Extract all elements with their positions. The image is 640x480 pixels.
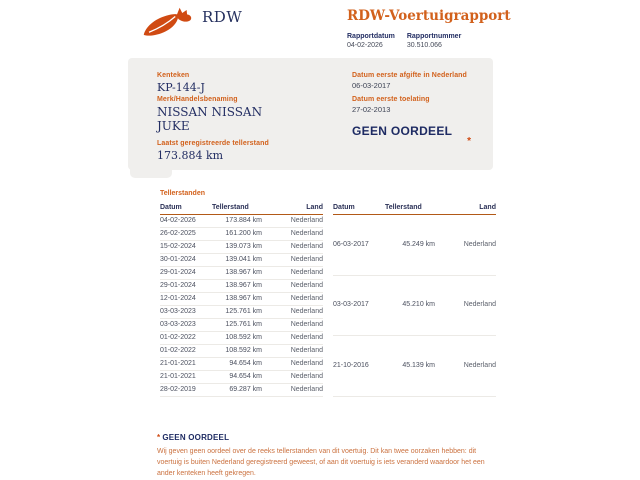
col-tellerstand: Tellerstand — [212, 202, 274, 215]
reading-land: Nederland — [274, 241, 323, 254]
reading-date: 15-02-2024 — [160, 241, 212, 254]
reading-km: 138.967 km — [212, 280, 274, 293]
merk-value: NISSAN NISSAN JUKE — [157, 105, 263, 133]
tellerstand-value: 173.884 km — [157, 149, 224, 162]
reading-km: 45.210 km — [385, 275, 447, 336]
reading-km: 69.287 km — [212, 384, 274, 397]
col-land: Land — [447, 202, 496, 215]
reading-date: 28-02-2019 — [160, 384, 212, 397]
reading-land: Nederland — [274, 371, 323, 384]
reading-land: Nederland — [447, 275, 496, 336]
reading-km: 45.249 km — [385, 215, 447, 276]
reading-row — [160, 371, 323, 384]
reading-row — [160, 306, 323, 319]
reading-row — [160, 267, 323, 280]
footnote — [157, 433, 502, 479]
footnote-title — [157, 433, 502, 442]
reading-row — [333, 275, 496, 336]
reading-date: 21-01-2021 — [160, 371, 212, 384]
reading-land: Nederland — [274, 332, 323, 345]
reading-row — [333, 215, 496, 276]
tellerstand-label: Laatst geregistreerde tellerstand — [157, 140, 269, 147]
report-number-block — [407, 33, 461, 49]
reading-km: 108.592 km — [212, 345, 274, 358]
reading-land: Nederland — [274, 306, 323, 319]
reading-date: 04-02-2026 — [160, 215, 212, 228]
col-datum: Datum — [160, 202, 212, 215]
card-corner-tab — [130, 166, 172, 178]
reading-row — [160, 215, 323, 228]
report-number-value: 30.510.066 — [406, 42, 442, 49]
report-date-label: Rapportdatum — [347, 33, 395, 40]
reading-km: 125.761 km — [212, 319, 274, 332]
reading-row — [160, 254, 323, 267]
merk-label: Merk/Handelsbenaming — [157, 96, 238, 103]
meter-readings-table-right — [333, 202, 496, 397]
reading-date: 12-01-2024 — [160, 293, 212, 306]
tellerstanden-section — [160, 190, 496, 397]
reading-date: 03-03-2017 — [333, 275, 385, 336]
reading-date: 29-01-2024 — [160, 267, 212, 280]
reading-land: Nederland — [274, 280, 323, 293]
tellerstanden-title: Tellerstanden — [160, 190, 205, 197]
vehicle-summary-card — [128, 58, 493, 170]
report-number-label: Rapportnummer — [406, 33, 462, 40]
reading-row — [160, 228, 323, 241]
reading-row — [160, 241, 323, 254]
reading-date: 03-03-2023 — [160, 306, 212, 319]
table-header-row — [160, 202, 323, 215]
reading-land: Nederland — [274, 345, 323, 358]
toelating-label: Datum eerste toelating — [352, 96, 430, 103]
reading-land: Nederland — [274, 254, 323, 267]
reading-row — [160, 332, 323, 345]
report-meta — [347, 33, 547, 49]
reading-land: Nederland — [274, 228, 323, 241]
vehicle-summary-right — [352, 72, 473, 170]
reading-date: 03-03-2023 — [160, 319, 212, 332]
reading-km: 125.761 km — [212, 306, 274, 319]
reading-row — [160, 280, 323, 293]
kenteken-value: KP-144-J — [157, 81, 205, 94]
reading-land: Nederland — [274, 319, 323, 332]
reading-date: 21-10-2016 — [333, 336, 385, 397]
reading-km: 139.073 km — [212, 241, 274, 254]
afgifte-label: Datum eerste afgifte in Nederland — [352, 72, 467, 79]
reading-date: 01-02-2022 — [160, 345, 212, 358]
reading-row — [160, 345, 323, 358]
reading-row — [333, 336, 496, 397]
reading-land: Nederland — [274, 358, 323, 371]
reading-km: 161.200 km — [212, 228, 274, 241]
reading-row — [160, 319, 323, 332]
page-title: RDW-Voertuigrapport — [347, 8, 511, 24]
afgifte-value: 06-03-2017 — [352, 81, 391, 90]
oordeel-asterisk: * — [467, 136, 471, 147]
reading-date: 26-02-2025 — [160, 228, 212, 241]
rdw-bird-icon — [142, 6, 198, 41]
rdw-logo — [142, 6, 242, 41]
reading-date: 06-03-2017 — [333, 215, 385, 276]
reading-km: 45.139 km — [385, 336, 447, 397]
reading-land: Nederland — [274, 267, 323, 280]
col-datum: Datum — [333, 202, 385, 215]
table-header-row — [333, 202, 496, 215]
reading-km: 139.041 km — [212, 254, 274, 267]
footnote-text: Wij geven geen oordeel over de reeks tellerstanden van dit voertuig. Dit kan twee oorzaken hebben: dit voertuig is buiten Nederland geregistreerd geweest, of aan dit voertuig is iets veranderd waardoor het een ander kenteken heeft gekregen. — [157, 448, 485, 477]
col-land: Land — [274, 202, 323, 215]
meter-readings-body-right — [333, 215, 496, 397]
reading-km: 94.654 km — [212, 371, 274, 384]
reading-km: 138.967 km — [212, 293, 274, 306]
vehicle-summary-left — [157, 72, 352, 170]
reading-land: Nederland — [447, 336, 496, 397]
footnote-title-text: GEEN OORDEEL — [162, 433, 230, 442]
kenteken-label: Kenteken — [157, 72, 190, 79]
footnote-asterisk: * — [157, 433, 161, 442]
reading-row — [160, 384, 323, 397]
reading-date: 29-01-2024 — [160, 280, 212, 293]
reading-km: 108.592 km — [212, 332, 274, 345]
reading-km: 94.654 km — [212, 358, 274, 371]
reading-km: 173.884 km — [212, 215, 274, 228]
reading-km: 138.967 km — [212, 267, 274, 280]
reading-land: Nederland — [274, 384, 323, 397]
reading-row — [160, 358, 323, 371]
reading-date: 21-01-2021 — [160, 358, 212, 371]
report-date-block — [347, 33, 395, 49]
report-header — [347, 8, 547, 49]
report-date-value: 04-02-2026 — [347, 42, 383, 49]
reading-land: Nederland — [274, 215, 323, 228]
oordeel-status: GEEN OORDEEL — [352, 124, 453, 138]
reading-date: 30-01-2024 — [160, 254, 212, 267]
col-tellerstand: Tellerstand — [385, 202, 447, 215]
meter-readings-body-left — [160, 215, 323, 397]
reading-land: Nederland — [274, 293, 323, 306]
reading-date: 01-02-2022 — [160, 332, 212, 345]
toelating-value: 27-02-2013 — [352, 105, 391, 114]
reading-row — [160, 293, 323, 306]
reading-land: Nederland — [447, 215, 496, 276]
rdw-logo-text: RDW — [202, 8, 243, 26]
meter-readings-table-left — [160, 202, 323, 397]
